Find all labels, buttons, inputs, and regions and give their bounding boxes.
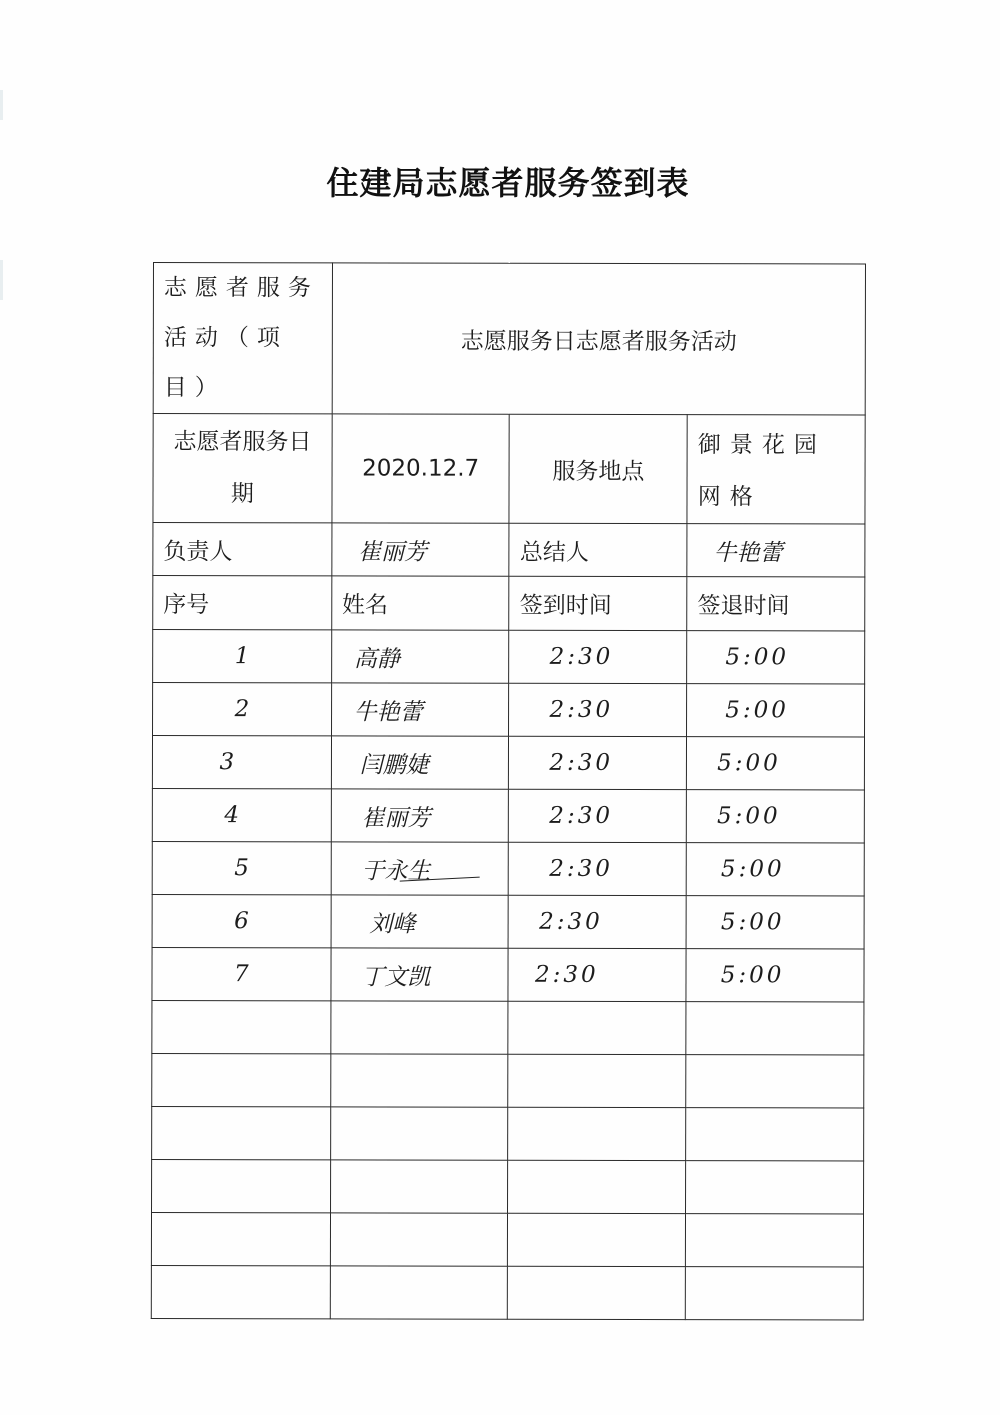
row-number: 6 [152,894,331,947]
blank-cell [686,1214,864,1267]
header-time-out: 签退时间 [687,577,865,631]
blank-cell [686,1055,864,1108]
blank-cell [330,1107,508,1160]
signin-sheet [151,262,866,1320]
date-label: 志愿者服务日期 [153,414,332,523]
row-number: 7 [152,947,331,1000]
row-name-signature: 刘峰 [331,895,509,948]
blank-cell [330,1160,508,1213]
blank-cell [686,1267,864,1320]
header-time-in: 签到时间 [509,576,687,630]
row-time-in: 2:30 [509,630,687,683]
table-header-row [153,576,865,631]
scan-artifact [0,260,3,300]
document-title: 住建局志愿者服务签到表 [326,164,690,202]
row-number: 3 [152,736,331,789]
blank-row [152,1053,864,1107]
table-row [152,736,864,790]
row-time-out: 5:00 [687,684,865,737]
row-name-signature: 牛艳蕾 [331,683,509,736]
blank-cell [508,1160,686,1213]
blank-cell [508,1054,686,1107]
date-row [153,414,865,524]
activity-row [153,263,865,415]
row-name-cell [331,842,509,895]
blank-cell [686,1108,864,1161]
blank-cell [330,1054,508,1107]
row-number: 4 [152,788,331,841]
row-time-in: 2:30 [508,948,686,1001]
table-row [152,947,864,1001]
row-time-in: 2:30 [509,842,687,895]
row-time-in: 2:30 [509,789,687,842]
row-time-out: 5:00 [686,896,864,949]
row-time-in: 2:30 [509,683,687,736]
row-time-out: 5:00 [686,843,864,896]
row-name-signature: 高静 [331,630,509,683]
signature-wrap [361,852,430,885]
location-label: 服务地点 [509,414,687,523]
summarizer-label: 总结人 [509,523,687,576]
row-time-out: 5:00 [687,737,865,790]
blank-row [152,1000,864,1054]
row-name-signature: 于永生 [361,857,431,885]
activity-label: 志愿者服务活动（项目） [153,263,332,414]
blank-cell [508,1213,686,1266]
person-row [153,523,865,577]
blank-cell [152,1159,331,1212]
blank-row [152,1106,864,1160]
blank-cell [151,1212,330,1265]
row-number: 5 [152,841,331,894]
row-time-out: 5:00 [687,790,865,843]
blank-cell [686,1161,864,1214]
blank-cell [152,1106,331,1159]
blank-row [151,1212,863,1266]
row-time-in: 2:30 [509,895,687,948]
header-name: 姓名 [331,576,509,630]
blank-cell [152,1053,331,1106]
row-name-signature: 丁文凯 [331,948,509,1001]
responsible-label: 负责人 [153,523,332,576]
row-time-out: 5:00 [687,631,865,684]
blank-row [151,1265,863,1319]
header-number: 序号 [153,576,332,630]
scan-artifact [0,90,3,120]
row-name-signature: 闫鹏婕 [331,736,509,789]
blank-cell [330,1266,508,1319]
blank-cell [330,1213,508,1266]
row-time-out: 5:00 [686,949,864,1002]
blank-row [152,1159,864,1213]
summarizer-signature: 牛艳蕾 [687,524,865,577]
row-name-signature: 崔丽芳 [331,789,509,842]
activity-value: 志愿服务日志愿者服务活动 [332,263,866,415]
table-row [152,894,864,948]
date-value: 2020.12.7 [332,414,510,523]
blank-cell [508,1001,686,1054]
blank-cell [508,1107,686,1160]
row-number: 2 [153,683,332,736]
table-row [153,630,865,684]
blank-cell [686,1002,864,1055]
blank-cell [331,1001,509,1054]
blank-cell [151,1265,330,1318]
row-number: 1 [153,630,332,683]
row-time-in: 2:30 [509,736,687,789]
blank-cell [152,1000,331,1053]
table-row [152,841,864,895]
blank-cell [508,1266,686,1319]
responsible-signature: 崔丽芳 [332,523,510,576]
table-row [152,788,864,842]
table-row [153,683,865,737]
location-value: 御景花园网格 [687,415,865,524]
